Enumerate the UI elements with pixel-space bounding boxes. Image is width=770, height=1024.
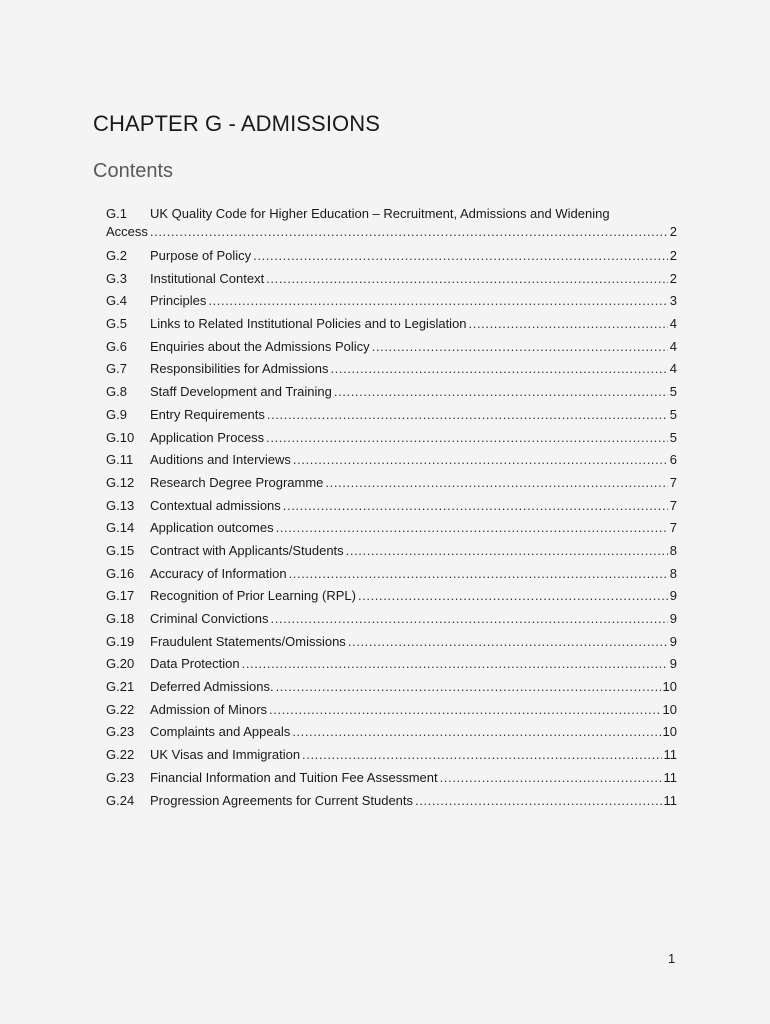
toc-entry[interactable] xyxy=(106,358,677,381)
toc-entry[interactable] xyxy=(106,517,677,540)
toc-entry-page: 7 xyxy=(669,497,677,513)
toc-entry-number: G.11 xyxy=(106,452,134,468)
toc-entry-number: G.24 xyxy=(106,792,135,808)
toc-entry-page: 9 xyxy=(669,633,677,649)
toc-entry-title: Accuracy of Information xyxy=(150,565,287,581)
toc-entry[interactable] xyxy=(106,676,677,699)
toc-entry[interactable] xyxy=(106,290,677,313)
toc-leader-dots xyxy=(266,427,668,450)
toc-entry-number: G.4 xyxy=(106,293,127,309)
toc-entry[interactable] xyxy=(106,427,677,450)
toc-entry-number: G.22 xyxy=(106,747,135,763)
toc-entry-number: G.1 xyxy=(106,206,127,221)
toc-entry-title: Complaints and Appeals xyxy=(150,724,291,740)
toc-entry-title: Principles xyxy=(150,293,207,309)
toc-entry[interactable] xyxy=(106,404,677,427)
toc-leader-dots xyxy=(292,721,660,744)
toc-leader-dots xyxy=(293,449,668,472)
toc-entry-number: G.19 xyxy=(106,633,135,649)
chapter-title: CHAPTER G - ADMISSIONS xyxy=(93,111,381,136)
toc-entry[interactable] xyxy=(106,563,677,586)
toc-entry-title: Contextual admissions xyxy=(150,497,281,513)
toc-entry-number: G.15 xyxy=(106,542,135,558)
toc-entry-page: 5 xyxy=(669,384,677,400)
toc-entry[interactable] xyxy=(106,721,677,744)
toc-entry-title: Criminal Convictions xyxy=(150,611,269,626)
toc-entry-title: Contract with Applicants/Students xyxy=(150,542,344,558)
toc-entry[interactable] xyxy=(106,449,677,472)
toc-entry-title: Research Degree Programme xyxy=(150,474,324,490)
toc-entry[interactable] xyxy=(106,653,677,676)
toc-entry-page: 10 xyxy=(662,724,677,740)
toc-entry-number: G.18 xyxy=(106,611,135,626)
toc-entry[interactable] xyxy=(106,767,677,790)
toc-entry[interactable] xyxy=(106,245,677,268)
toc-leader-dots xyxy=(276,517,668,540)
toc-entry-title: Fraudulent Statements/Omissions xyxy=(150,633,346,649)
toc-leader-dots xyxy=(289,563,668,586)
toc-leader-dots xyxy=(334,381,668,404)
toc-entry-title: Financial Information and Tuition Fee Assessment xyxy=(150,769,438,785)
table-of-contents xyxy=(106,205,677,812)
page-number: 1 xyxy=(668,951,676,966)
toc-entry-page: 4 xyxy=(669,338,677,354)
toc-leader-dots xyxy=(270,608,667,631)
toc-leader-dots xyxy=(346,540,668,563)
toc-entry-page: 9 xyxy=(669,611,677,626)
toc-entry-title: Deferred Admissions. xyxy=(150,679,274,695)
toc-entry-page: 7 xyxy=(669,520,677,536)
toc-leader-dots xyxy=(330,358,667,381)
toc-leader-dots xyxy=(150,223,668,241)
contents-heading: Contents xyxy=(93,160,174,182)
toc-entry-title: Progression Agreements for Current Students xyxy=(150,792,414,808)
toc-leader-dots xyxy=(358,585,668,608)
toc-leader-dots xyxy=(469,313,668,336)
toc-entry[interactable] xyxy=(106,472,677,495)
toc-leader-dots xyxy=(276,676,661,699)
toc-entry-title: Auditions and Interviews xyxy=(150,452,291,468)
toc-entry-title: Responsibilities for Admissions xyxy=(150,361,329,377)
toc-entry-page: 11 xyxy=(663,769,677,785)
toc-entry-page: 2 xyxy=(669,270,677,286)
toc-entry-page: 4 xyxy=(669,316,677,332)
toc-entry-page: 4 xyxy=(669,361,677,377)
toc-entry-page: 2 xyxy=(669,248,677,263)
toc-entry-number: G.16 xyxy=(106,565,135,581)
toc-entry[interactable] xyxy=(106,336,677,359)
toc-entry-number: G.2 xyxy=(106,248,127,263)
toc-leader-dots xyxy=(325,472,667,495)
toc-entry-title: Application outcomes xyxy=(150,520,274,536)
toc-entry[interactable] xyxy=(106,631,677,654)
toc-entry[interactable] xyxy=(106,381,677,404)
toc-entry-title: Institutional Context xyxy=(150,270,265,286)
toc-entry-page: 10 xyxy=(662,701,677,717)
toc-entry-number: G.5 xyxy=(106,316,127,332)
toc-entry-number: G.3 xyxy=(106,270,127,286)
toc-entry[interactable] xyxy=(106,699,677,722)
toc-leader-dots xyxy=(266,268,668,291)
toc-leader-dots xyxy=(283,495,668,518)
toc-entry-number: G.10 xyxy=(106,429,135,445)
toc-entry-title: Purpose of Policy xyxy=(150,248,252,263)
toc-entry-page: 9 xyxy=(669,656,677,672)
toc-leader-dots xyxy=(208,290,667,313)
toc-entry-page: 2 xyxy=(669,224,677,239)
toc-entry-title: Admission of Minors xyxy=(150,701,268,717)
toc-entry[interactable] xyxy=(106,205,677,241)
toc-entry-title: UK Quality Code for Higher Education – Recruitment, Admissions and Widening xyxy=(150,206,610,221)
toc-leader-dots xyxy=(440,767,662,790)
toc-leader-dots xyxy=(348,631,668,654)
toc-leader-dots xyxy=(253,245,668,268)
toc-entry-number: G.14 xyxy=(106,520,135,536)
toc-entry-page: 8 xyxy=(669,565,677,581)
toc-entry-number: G.13 xyxy=(106,497,135,513)
toc-entry-number: G.23 xyxy=(106,724,135,740)
toc-entry-page: 11 xyxy=(663,747,677,763)
toc-entry-page: 11 xyxy=(663,792,677,808)
toc-entry-page: 7 xyxy=(669,474,677,490)
toc-entry[interactable] xyxy=(106,495,677,518)
toc-entry-page: 3 xyxy=(669,293,677,309)
toc-entry[interactable] xyxy=(106,268,677,291)
toc-leader-dots xyxy=(415,790,661,813)
toc-entry-page: 5 xyxy=(669,406,677,422)
toc-leader-dots xyxy=(242,653,668,676)
toc-entry-number: G.23 xyxy=(106,769,135,785)
toc-entry-number: G.21 xyxy=(106,679,135,695)
toc-entry-page: 9 xyxy=(669,588,677,604)
toc-entry[interactable] xyxy=(106,790,677,813)
toc-entry-page: 5 xyxy=(669,429,677,445)
toc-entry-title: Application Process xyxy=(150,429,265,445)
toc-leader-dots xyxy=(302,744,661,767)
toc-entry-title: Recognition of Prior Learning (RPL) xyxy=(150,588,356,604)
toc-entry-number: G.17 xyxy=(106,588,135,604)
toc-entry[interactable] xyxy=(106,585,677,608)
toc-entry-page: 6 xyxy=(669,452,677,468)
toc-entry-title: UK Visas and Immigration xyxy=(150,747,301,763)
toc-entry-title: Staff Development and Training xyxy=(150,384,332,400)
toc-entry-title: Entry Requirements xyxy=(150,406,265,422)
toc-entry-number: G.12 xyxy=(106,474,135,490)
toc-entry-number: G.7 xyxy=(106,361,127,377)
toc-leader-dots xyxy=(372,336,668,359)
toc-entry[interactable] xyxy=(106,540,677,563)
toc-entry-title-continued: Access xyxy=(106,224,148,239)
toc-leader-dots xyxy=(267,404,668,427)
toc-entry-number: G.9 xyxy=(106,406,127,422)
toc-entry[interactable] xyxy=(106,744,677,767)
toc-entry-number: G.8 xyxy=(106,384,127,400)
toc-entry[interactable] xyxy=(106,608,677,631)
toc-leader-dots xyxy=(269,699,660,722)
toc-entry-page: 8 xyxy=(669,542,677,558)
toc-entry-title: Enquiries about the Admissions Policy xyxy=(150,338,370,354)
toc-entry-number: G.22 xyxy=(106,701,135,717)
toc-entry-title: Data Protection xyxy=(150,656,240,672)
toc-entry-title: Links to Related Institutional Policies and to Legislation xyxy=(150,316,467,332)
toc-entry-number: G.20 xyxy=(106,656,135,672)
toc-entry[interactable] xyxy=(106,313,677,336)
toc-entry-page: 10 xyxy=(662,679,677,695)
toc-entry-number: G.6 xyxy=(106,338,127,354)
